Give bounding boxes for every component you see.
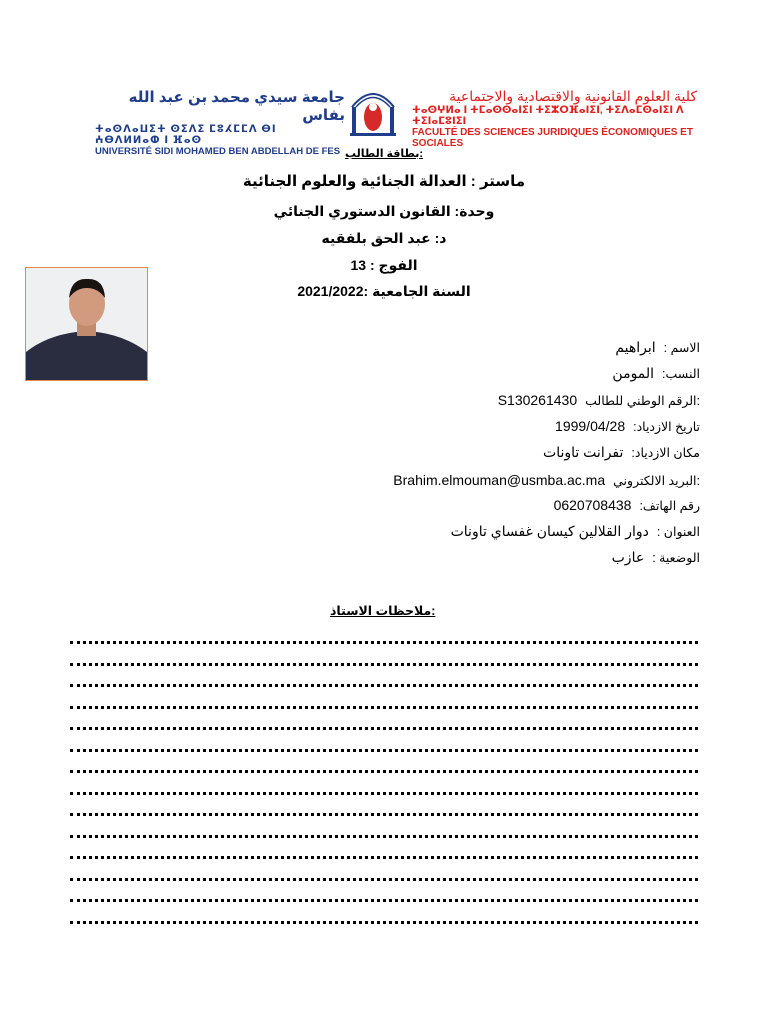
field-label: العنوان : <box>656 525 700 539</box>
field-row <box>554 497 700 513</box>
field-label: تاريخ الازدياد: <box>633 420 700 434</box>
notes-dotted-line <box>70 638 698 644</box>
notes-dotted-line <box>70 810 698 816</box>
notes-dotted-line <box>70 681 698 687</box>
field-value: ابراهيم <box>615 339 656 355</box>
card-title: :بطاقة الطالب <box>344 148 424 160</box>
notes-dotted-line <box>70 724 698 730</box>
field-row <box>555 418 700 434</box>
field-label: الوضعية : <box>652 551 700 565</box>
faculty-name-ar: كلية العلوم القانونية والاقتصادية والاجتماعية <box>449 88 697 104</box>
module-name: وحدة: القانون الدستوري الجنائي <box>273 203 495 219</box>
field-value: S130261430 <box>497 392 578 408</box>
notes-title: :ملاحظات الاستاذ <box>330 604 436 618</box>
master-program: ماستر : العدالة الجنائية والعلوم الجنائية <box>242 173 526 190</box>
field-label: النسب: <box>662 367 700 381</box>
field-label: الاسم : <box>663 341 700 355</box>
notes-dotted-line <box>70 746 698 752</box>
field-label: رقم الهاتف: <box>639 499 700 513</box>
field-row <box>612 365 700 382</box>
field-row <box>451 523 700 540</box>
notes-dotted-line <box>70 896 698 902</box>
notes-dotted-line <box>70 703 698 709</box>
field-value: عازب <box>611 549 645 565</box>
group-number: الفوج : 13 <box>350 257 418 273</box>
professor-name: د: عبد الحق بلفقيه <box>321 230 447 246</box>
notes-dotted-line <box>70 660 698 666</box>
university-name-fr: UNIVERSITÉ SIDI MOHAMED BEN ABDELLAH DE FES <box>95 146 341 157</box>
field-label: :البريد الالكتروني <box>613 474 700 488</box>
field-row <box>498 392 700 408</box>
field-value: 1999/04/28 <box>555 418 626 434</box>
field-row <box>612 549 700 566</box>
university-name-tifinagh: ⵜⴰⵙⴷⴰⵡⵉⵜ ⵙⵉⴷⵉ ⵎⵓⵃⵎⵎⴷ ⴱⵏ ⵄⴱⴷⵍⵍⴰⵀ ⵏ ⴼⴰⵙ <box>95 124 277 146</box>
student-photo <box>25 267 148 381</box>
field-value: Brahim.elmouman@usmba.ac.ma <box>393 472 606 488</box>
notes-dotted-line <box>70 918 698 924</box>
field-row <box>543 444 700 461</box>
faculty-name-fr: FACULTÉ DES SCIENCES JURIDIQUES ÉCONOMIQUES ET SOCIALES <box>412 127 693 149</box>
university-logo-icon <box>348 85 398 137</box>
field-label: :الرقم الوطني للطالب <box>585 394 700 408</box>
notes-dotted-line <box>70 875 698 881</box>
field-row <box>615 339 700 356</box>
faculty-name-tifinagh: ⵜⴰⵙⵖⵍⴰ ⵏ ⵜⵎⴰⵙⵙⴰⵏⵉⵏ ⵜⵉⵣⵔⴼⴰⵏⵉⵏ, ⵜⵉⴷⴰⵎⵙⴰⵏⵉⵏ ⴷ ⵜⵉⵏⴰⵎⵓⵏⵉⵏ <box>412 105 684 127</box>
university-name-ar: جامعة سيدي محمد بن عبد الله بفاس <box>128 89 345 124</box>
academic-year: السنة الجامعية :2021/2022 <box>297 283 471 299</box>
faculty-header <box>412 88 697 149</box>
notes-dotted-line <box>70 789 698 795</box>
field-value: تفرانت تاونات <box>543 444 624 460</box>
notes-dotted-line <box>70 853 698 859</box>
field-label: مكان الازدياد: <box>631 446 700 460</box>
notes-dotted-line <box>70 767 698 773</box>
notes-dotted-line <box>70 832 698 838</box>
field-value: 0620708438 <box>553 497 632 513</box>
field-value: دوار القلالين كيسان غفساي تاونات <box>450 523 649 539</box>
field-row <box>393 472 700 488</box>
field-value: المومن <box>612 365 655 381</box>
